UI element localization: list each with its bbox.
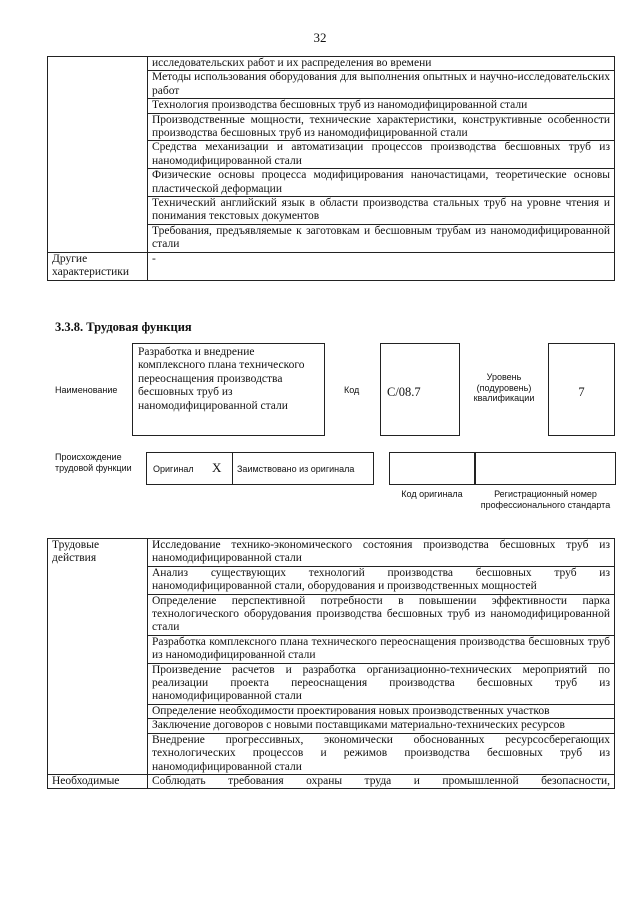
knowledge-row: Технология производства бесшовных труб из наномодифицированной стали	[148, 99, 615, 113]
original-label: Оригинал	[153, 464, 194, 474]
knowledge-row: Технический английский язык в области производства стальных труб на уровне чтения и понимания текстовых документов	[148, 197, 615, 225]
knowledge-row: Производственные мощности, технические характеристики, конструктивные особенности производства бесшовных труб из наномодифицированной стали	[148, 113, 615, 141]
borrowed-cell: Заимствовано из оригинала	[232, 452, 374, 485]
original-code-cell	[389, 452, 475, 485]
action-row: Разработка комплексного плана технического переоснащения производства бесшовных труб из наномодифицированной стали	[148, 635, 615, 663]
qualification-level-box: 7	[548, 343, 615, 436]
registration-caption: Регистрационный номер профессионального стандарта	[480, 489, 611, 510]
name-label: Наименование	[55, 385, 118, 395]
skills-label: Необходимые	[48, 774, 148, 788]
original-mark: X	[206, 452, 232, 485]
action-row: Анализ существующих технологий производства бесшовных труб из наномодифицированной стали, оборудования и производственных мощностей	[148, 566, 615, 594]
function-code-box: C/08.7	[380, 343, 460, 436]
labor-actions-table	[47, 538, 615, 789]
knowledge-row: Средства механизации и автоматизации процессов производства бесшовных труб из наномодифицированной стали	[148, 141, 615, 169]
registration-number-cell	[475, 452, 616, 485]
knowledge-table	[47, 56, 615, 281]
knowledge-row: Физические основы процесса модифицирования наночастицами, теоретические основы пластической деформации	[148, 169, 615, 197]
action-row: Заключение договоров с новыми поставщиками материально-технических ресурсов	[148, 719, 615, 733]
code-label: Код	[344, 385, 360, 395]
knowledge-row: исследовательских работ и их распределения во времени	[148, 57, 615, 71]
function-name-box: Разработка и внедрение комплексного плана технического переоснащения производства бесшовных труб из наномодифицированной стали	[132, 343, 325, 436]
action-row: Определение перспективной потребности в повышении эффективности парка технологического оборудования производства бесшовных труб из наномодифицированной стали	[148, 594, 615, 635]
other-characteristics-label: Другие характеристики	[48, 252, 148, 280]
knowledge-row: Методы использования оборудования для выполнения опытных и научно-исследовательских работ	[148, 71, 615, 99]
level-label: Уровень (подуровень) квалификации	[473, 372, 535, 403]
skills-row: Соблюдать требования охраны труда и промышленной безопасности,	[148, 774, 615, 788]
knowledge-label-cell	[48, 57, 148, 253]
actions-label: Трудовые действия	[48, 539, 148, 775]
other-characteristics-value: -	[148, 252, 615, 280]
knowledge-row: Требования, предъявляемые к заготовкам и бесшовным трубам из наномодифицированной стали	[148, 224, 615, 252]
action-row: Исследование технико-экономического состояния производства бесшовных труб из наномодифицированной стали	[148, 539, 615, 567]
action-row: Внедрение прогрессивных, экономически обоснованных ресурсосберегающих технологических процессов и режимов производства бесшовных труб из наномодифицированной стали	[148, 733, 615, 774]
section-title: 3.3.8. Трудовая функция	[55, 320, 192, 334]
code-original-caption: Код оригинала	[401, 489, 463, 499]
origin-label: Происхождение трудовой функции	[55, 452, 132, 473]
action-row: Произведение расчетов и разработка организационно-технических мероприятий по реализации проекта переоснащения производства бесшовных труб из наномодифицированной стали	[148, 663, 615, 704]
action-row: Определение необходимости проектирования новых производственных участков	[148, 704, 615, 718]
page-number: 32	[313, 30, 327, 45]
